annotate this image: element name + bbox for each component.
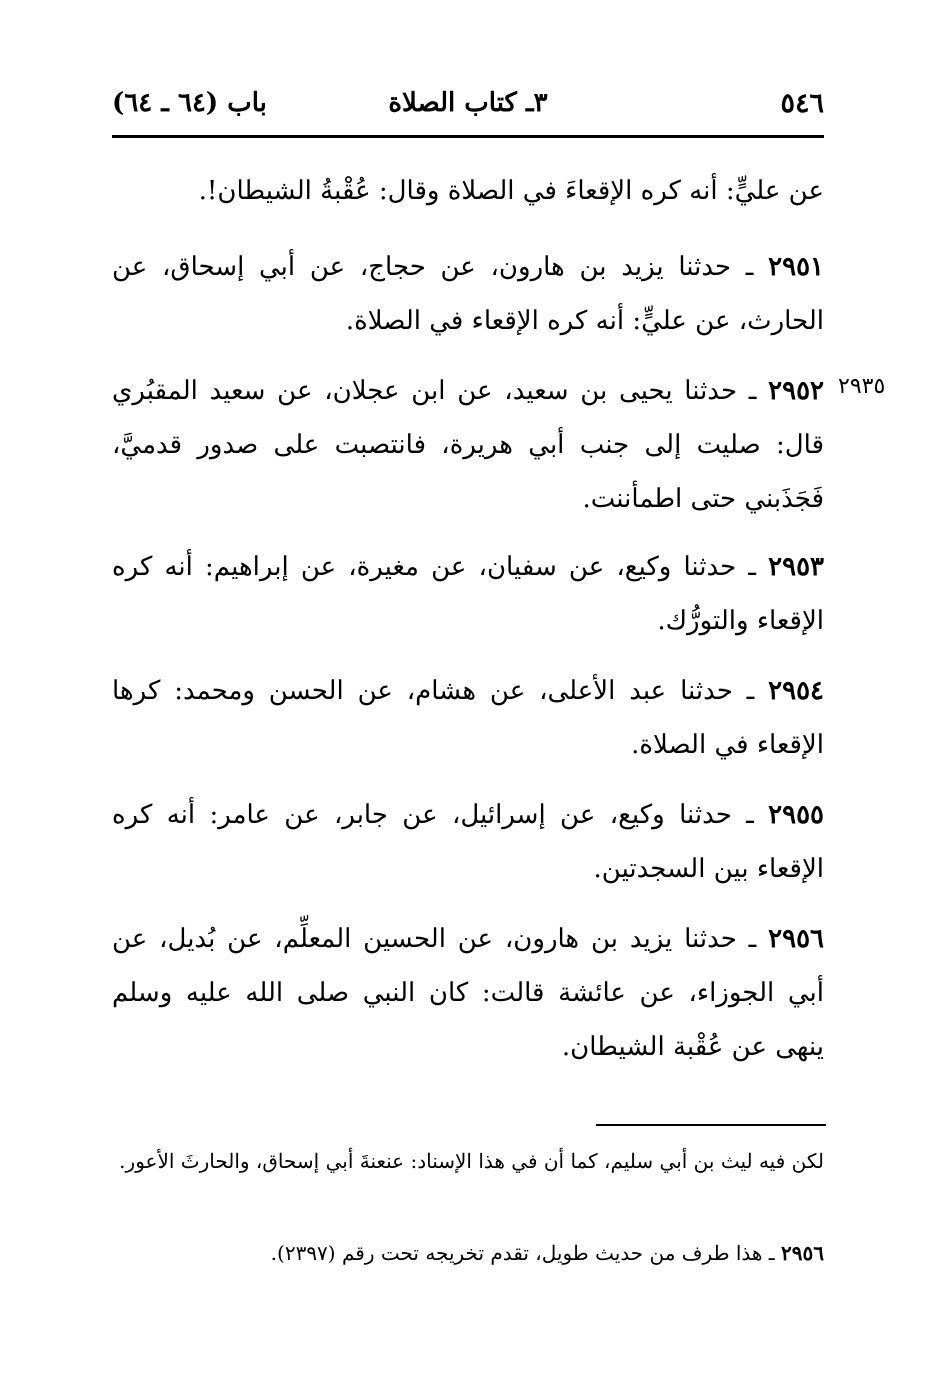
footnote-2956 xyxy=(112,1230,824,1276)
hadith-text: ـ حدثنا وكيع، عن إسرائيل، عن جابر، عن عامر: أنه كره الإقعاء بين السجدتين. xyxy=(112,800,824,884)
paragraph-text: عن عليٍّ: أنه كره الإقعاءَ في الصلاة وقال: عُقْبةُ الشيطان!. xyxy=(198,176,824,206)
paragraph-continuation xyxy=(112,164,824,218)
margin-number: ٢٩٣٥ xyxy=(838,374,886,399)
hadith-2955 xyxy=(112,788,824,896)
footnote-text: ـ هذا طرف من حديث طويل، تقدم تخريجه تحت رقم (٢٣٩٧). xyxy=(270,1241,782,1265)
footnote-number: ٢٩٥٦ xyxy=(781,1241,824,1265)
hadith-text: ـ حدثنا يزيد بن هارون، عن حجاج، عن أبي إسحاق، عن الحارث، عن عليٍّ: أنه كره الإقعاء في الصلاة. xyxy=(112,252,824,336)
hadith-2956 xyxy=(112,912,824,1074)
footnote-text: لكن فيه ليث بن أبي سليم، كما أن في هذا الإسناد: عنعنةَ أبي إسحاق، والحارثَ الأعور. xyxy=(119,1149,824,1173)
footnote-continuation xyxy=(112,1138,824,1184)
hadith-number: ٢٩٥٢ xyxy=(768,376,824,406)
footnote-rule xyxy=(596,1124,826,1126)
hadith-2953 xyxy=(112,540,824,648)
hadith-text: ـ حدثنا عبد الأعلى، عن هشام، عن الحسن ومحمد: كرها الإقعاء في الصلاة. xyxy=(112,676,824,760)
hadith-text: ـ حدثنا وكيع، عن سفيان، عن مغيرة، عن إبراهيم: أنه كره الإقعاء والتورُّك. xyxy=(112,552,824,636)
hadith-2951 xyxy=(112,240,824,348)
hadith-2954 xyxy=(112,664,824,772)
hadith-number: ٢٩٥١ xyxy=(768,252,824,282)
page-header xyxy=(112,88,824,128)
chapter-label: باب (٦٤ ـ ٦٤) xyxy=(112,88,267,118)
book-title: ٣ـ كتاب الصلاة xyxy=(388,88,548,118)
hadith-text: ـ حدثنا يحيى بن سعيد، عن ابن عجلان، عن سعيد المقبُري قال: صليت إلى جنب أبي هريرة، فانتصبت على صدور قدميَّ، فَجَذَبني حتى اطمأننت. xyxy=(112,376,824,514)
hadith-text: ـ حدثنا يزيد بن هارون، عن الحسين المعلِّم، عن بُديل، عن أبي الجوزاء، عن عائشة قالت: كان النبي صلى الله عليه وسلم ينهى عن عُقْبة الشيطان. xyxy=(112,924,824,1062)
hadith-number: ٢٩٥٣ xyxy=(768,552,824,582)
hadith-number: ٢٩٥٥ xyxy=(768,800,824,830)
header-rule xyxy=(112,135,824,138)
hadith-number: ٢٩٥٤ xyxy=(768,676,824,706)
hadith-2952 xyxy=(112,364,824,526)
hadith-number: ٢٩٥٦ xyxy=(768,924,824,954)
page-number: ٥٤٦ xyxy=(780,88,824,119)
